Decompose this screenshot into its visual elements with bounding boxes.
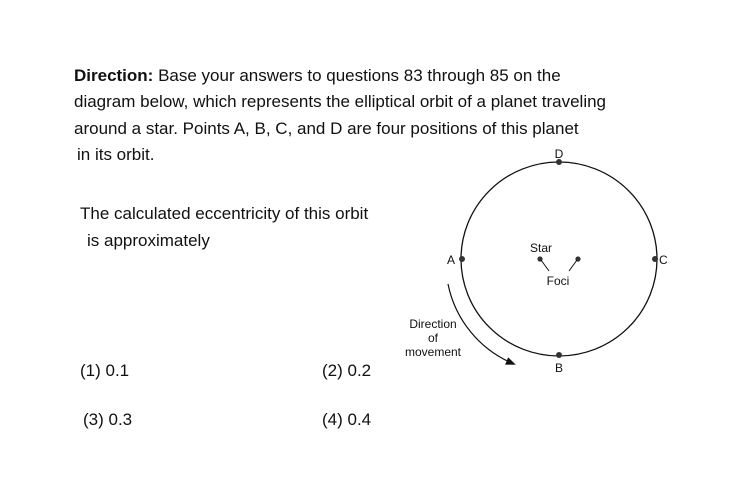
direction-text-1: Base your answers to questions 83 through 85 on the xyxy=(158,66,561,85)
question-line-2: is approximately xyxy=(87,231,210,250)
point-a-label: A xyxy=(446,253,455,267)
direction-line-4: in its orbit. xyxy=(77,145,155,164)
question-line-1: The calculated eccentricity of this orbit xyxy=(80,204,369,223)
option-3[interactable]: (3) 0.3 xyxy=(83,410,133,429)
foci-pointer-right xyxy=(569,260,577,271)
direction-label: Direction: xyxy=(74,66,154,85)
option-4[interactable]: (4) 0.4 xyxy=(322,410,372,429)
direction-line-3: around a star. Points A, B, C, and D are four positions of this planet xyxy=(74,119,579,138)
direction-line-2: diagram below, which represents the elliptical orbit of a planet traveling xyxy=(74,92,607,111)
point-c-label: C xyxy=(659,253,668,267)
option-2[interactable]: (2) 0.2 xyxy=(322,361,372,380)
direction-of-movement-line-3: movement xyxy=(404,345,462,359)
option-1[interactable]: (1) 0.1 xyxy=(80,361,130,380)
star-label: Star xyxy=(529,241,553,255)
point-c-marker xyxy=(652,256,658,262)
point-d-label: D xyxy=(554,147,564,161)
foci-pointer-left xyxy=(541,260,549,271)
direction-of-movement-line-1: Direction xyxy=(409,317,457,331)
foci-label: Foci xyxy=(546,274,570,288)
point-b-label: B xyxy=(554,361,564,375)
point-a-marker xyxy=(459,256,465,262)
direction-of-movement-line-2: of xyxy=(427,331,439,345)
orbit-ellipse xyxy=(461,162,657,356)
point-b-marker xyxy=(556,352,562,358)
